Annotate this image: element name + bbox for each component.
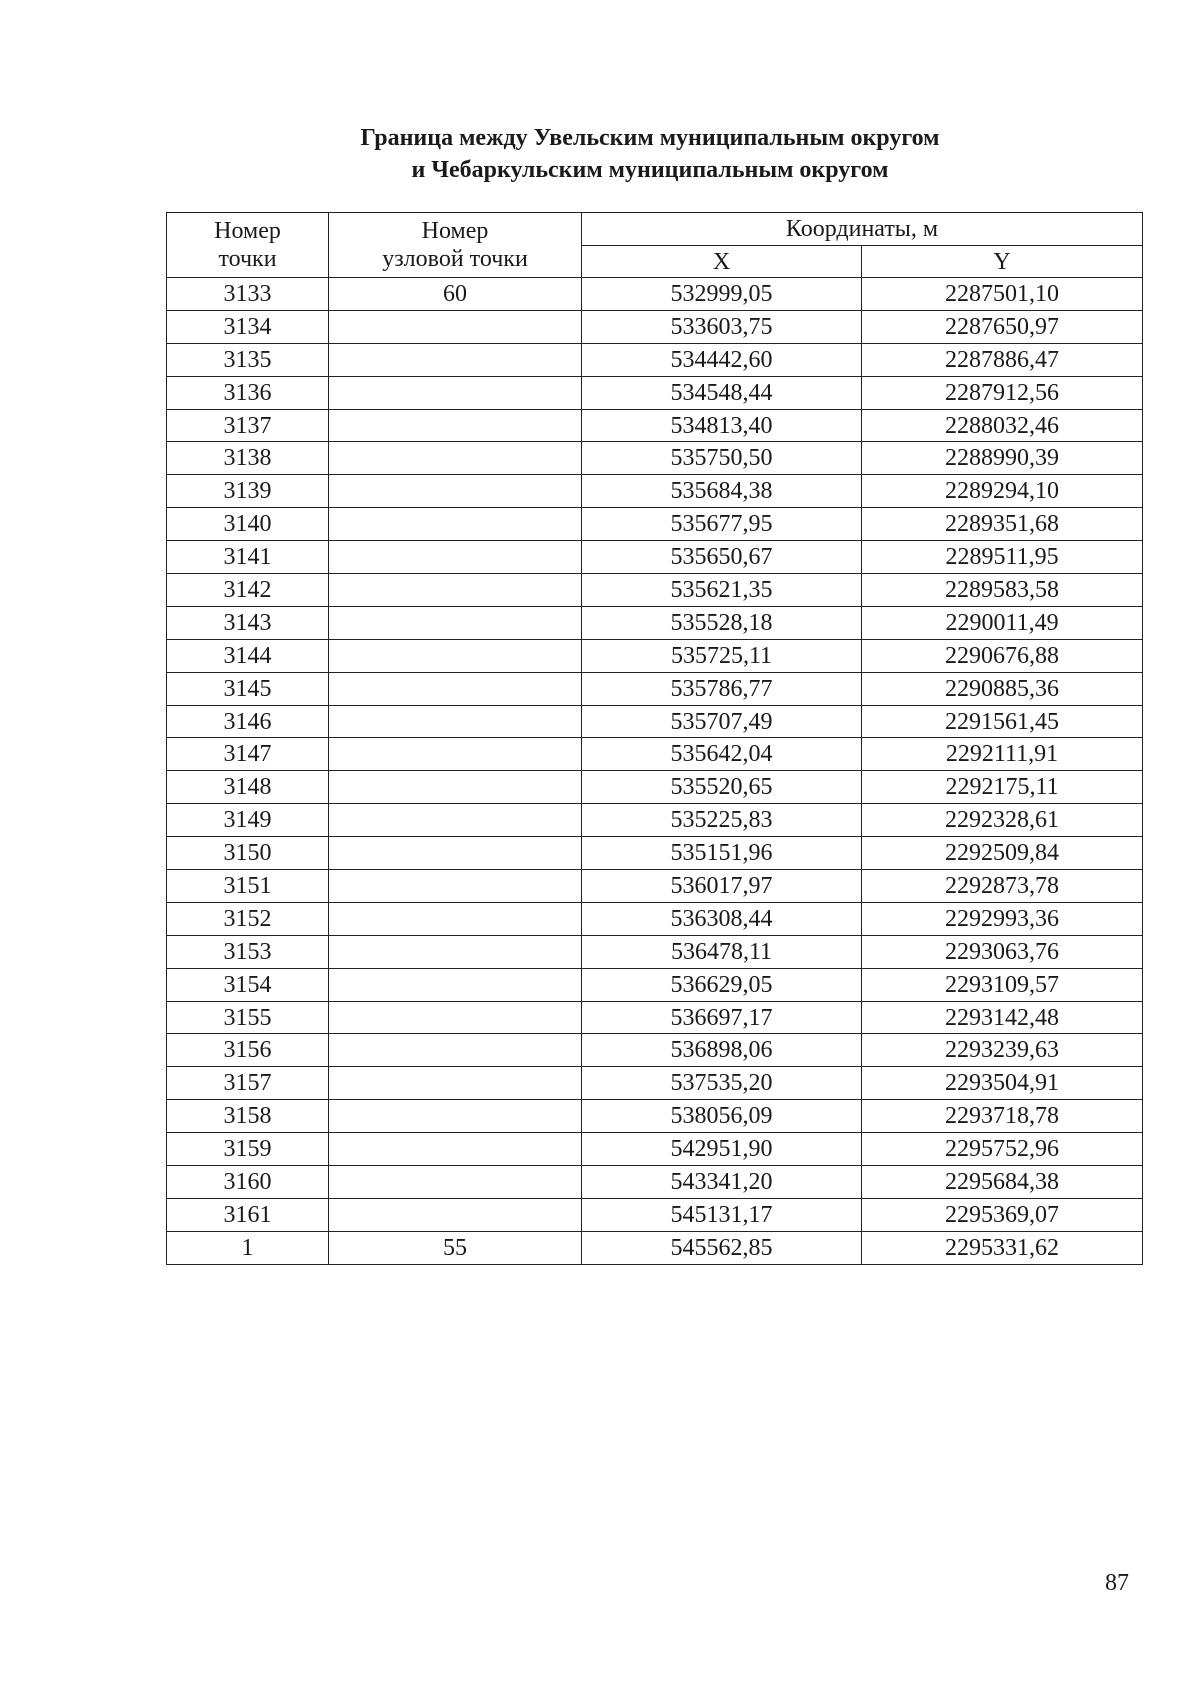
table-row xyxy=(167,705,1143,738)
point-number-cell: 3160 xyxy=(167,1166,329,1199)
node-number-cell xyxy=(329,771,582,804)
table-row xyxy=(167,902,1143,935)
node-number-cell xyxy=(329,541,582,574)
node-number-cell xyxy=(329,870,582,903)
node-number-cell xyxy=(329,310,582,343)
y-coordinate-cell: 2292175,11 xyxy=(862,771,1143,804)
point-number-cell: 3150 xyxy=(167,837,329,870)
table-row xyxy=(167,639,1143,672)
node-number-cell xyxy=(329,935,582,968)
x-coordinate-cell: 535725,11 xyxy=(582,639,862,672)
point-number-cell: 3147 xyxy=(167,738,329,771)
title-line-2: и Чебаркульским муниципальным округом xyxy=(411,157,889,183)
point-number-cell: 3156 xyxy=(167,1034,329,1067)
y-coordinate-cell: 2293239,63 xyxy=(862,1034,1143,1067)
table-row xyxy=(167,475,1143,508)
table-header xyxy=(167,213,1143,278)
y-coordinate-cell: 2295331,62 xyxy=(862,1231,1143,1264)
y-coordinate-cell: 2289294,10 xyxy=(862,475,1143,508)
y-coordinate-cell: 2293109,57 xyxy=(862,968,1143,1001)
node-number-cell xyxy=(329,409,582,442)
node-number-cell xyxy=(329,574,582,607)
x-coordinate-cell: 536017,97 xyxy=(582,870,862,903)
y-coordinate-cell: 2290011,49 xyxy=(862,606,1143,639)
y-coordinate-cell: 2293718,78 xyxy=(862,1100,1143,1133)
table-row xyxy=(167,1198,1143,1231)
table-row xyxy=(167,541,1143,574)
x-coordinate-cell: 545131,17 xyxy=(582,1198,862,1231)
point-number-cell: 3133 xyxy=(167,278,329,311)
x-coordinate-cell: 543341,20 xyxy=(582,1166,862,1199)
node-number-cell xyxy=(329,639,582,672)
node-number-cell xyxy=(329,705,582,738)
x-coordinate-cell: 535225,83 xyxy=(582,804,862,837)
table-row xyxy=(167,376,1143,409)
table-row xyxy=(167,1166,1143,1199)
point-number-cell: 3152 xyxy=(167,902,329,935)
document-title xyxy=(160,122,1140,186)
header-y: Y xyxy=(862,246,1143,278)
point-number-cell: 3154 xyxy=(167,968,329,1001)
table-row xyxy=(167,442,1143,475)
y-coordinate-cell: 2295369,07 xyxy=(862,1198,1143,1231)
point-number-cell: 3141 xyxy=(167,541,329,574)
x-coordinate-cell: 535707,49 xyxy=(582,705,862,738)
table-row xyxy=(167,343,1143,376)
table-row xyxy=(167,1001,1143,1034)
table-row xyxy=(167,574,1143,607)
point-number-cell: 3157 xyxy=(167,1067,329,1100)
y-coordinate-cell: 2287912,56 xyxy=(862,376,1143,409)
header-node-number-line2: узловой точки xyxy=(382,246,528,272)
y-coordinate-cell: 2287501,10 xyxy=(862,278,1143,311)
table-row xyxy=(167,1231,1143,1264)
y-coordinate-cell: 2293142,48 xyxy=(862,1001,1143,1034)
x-coordinate-cell: 532999,05 xyxy=(582,278,862,311)
point-number-cell: 3158 xyxy=(167,1100,329,1133)
table-row xyxy=(167,1100,1143,1133)
x-coordinate-cell: 545562,85 xyxy=(582,1231,862,1264)
node-number-cell xyxy=(329,1067,582,1100)
y-coordinate-cell: 2292873,78 xyxy=(862,870,1143,903)
point-number-cell: 3136 xyxy=(167,376,329,409)
table-row xyxy=(167,278,1143,311)
x-coordinate-cell: 535677,95 xyxy=(582,508,862,541)
x-coordinate-cell: 536478,11 xyxy=(582,935,862,968)
point-number-cell: 3153 xyxy=(167,935,329,968)
point-number-cell: 3155 xyxy=(167,1001,329,1034)
x-coordinate-cell: 535151,96 xyxy=(582,837,862,870)
x-coordinate-cell: 537535,20 xyxy=(582,1067,862,1100)
table-row xyxy=(167,804,1143,837)
node-number-cell xyxy=(329,672,582,705)
point-number-cell: 3145 xyxy=(167,672,329,705)
point-number-cell: 3151 xyxy=(167,870,329,903)
coordinates-table xyxy=(166,212,1143,1265)
x-coordinate-cell: 535684,38 xyxy=(582,475,862,508)
node-number-cell xyxy=(329,804,582,837)
table-row xyxy=(167,310,1143,343)
y-coordinate-cell: 2292111,91 xyxy=(862,738,1143,771)
x-coordinate-cell: 535650,67 xyxy=(582,541,862,574)
node-number-cell xyxy=(329,606,582,639)
node-number-cell xyxy=(329,1166,582,1199)
node-number-cell xyxy=(329,1001,582,1034)
y-coordinate-cell: 2292993,36 xyxy=(862,902,1143,935)
node-number-cell xyxy=(329,442,582,475)
point-number-cell: 3149 xyxy=(167,804,329,837)
node-number-cell xyxy=(329,343,582,376)
x-coordinate-cell: 542951,90 xyxy=(582,1133,862,1166)
x-coordinate-cell: 534813,40 xyxy=(582,409,862,442)
x-coordinate-cell: 536697,17 xyxy=(582,1001,862,1034)
table-row xyxy=(167,1133,1143,1166)
table-row xyxy=(167,935,1143,968)
y-coordinate-cell: 2293063,76 xyxy=(862,935,1143,968)
table-row xyxy=(167,1067,1143,1100)
node-number-cell xyxy=(329,508,582,541)
y-coordinate-cell: 2287650,97 xyxy=(862,310,1143,343)
y-coordinate-cell: 2292509,84 xyxy=(862,837,1143,870)
point-number-cell: 1 xyxy=(167,1231,329,1264)
node-number-cell: 60 xyxy=(329,278,582,311)
x-coordinate-cell: 538056,09 xyxy=(582,1100,862,1133)
point-number-cell: 3140 xyxy=(167,508,329,541)
x-coordinate-cell: 535750,50 xyxy=(582,442,862,475)
x-coordinate-cell: 534442,60 xyxy=(582,343,862,376)
header-node-number xyxy=(329,213,582,278)
y-coordinate-cell: 2288032,46 xyxy=(862,409,1143,442)
table-body xyxy=(167,278,1143,1265)
point-number-cell: 3161 xyxy=(167,1198,329,1231)
x-coordinate-cell: 535528,18 xyxy=(582,606,862,639)
table-row xyxy=(167,870,1143,903)
y-coordinate-cell: 2295752,96 xyxy=(862,1133,1143,1166)
y-coordinate-cell: 2295684,38 xyxy=(862,1166,1143,1199)
x-coordinate-cell: 534548,44 xyxy=(582,376,862,409)
header-x: X xyxy=(582,246,862,278)
x-coordinate-cell: 536308,44 xyxy=(582,902,862,935)
point-number-cell: 3144 xyxy=(167,639,329,672)
node-number-cell xyxy=(329,1198,582,1231)
table-row xyxy=(167,968,1143,1001)
x-coordinate-cell: 535642,04 xyxy=(582,738,862,771)
node-number-cell xyxy=(329,1133,582,1166)
x-coordinate-cell: 536629,05 xyxy=(582,968,862,1001)
node-number-cell xyxy=(329,968,582,1001)
table-row xyxy=(167,837,1143,870)
x-coordinate-cell: 533603,75 xyxy=(582,310,862,343)
table-row xyxy=(167,409,1143,442)
y-coordinate-cell: 2289511,95 xyxy=(862,541,1143,574)
y-coordinate-cell: 2293504,91 xyxy=(862,1067,1143,1100)
node-number-cell xyxy=(329,902,582,935)
page-number: 87 xyxy=(1105,1570,1129,1596)
node-number-cell xyxy=(329,475,582,508)
y-coordinate-cell: 2291561,45 xyxy=(862,705,1143,738)
y-coordinate-cell: 2287886,47 xyxy=(862,343,1143,376)
point-number-cell: 3139 xyxy=(167,475,329,508)
header-point-number xyxy=(167,213,329,278)
table-row xyxy=(167,672,1143,705)
header-node-number-line1: Номер xyxy=(421,218,489,244)
table-row xyxy=(167,508,1143,541)
y-coordinate-cell: 2292328,61 xyxy=(862,804,1143,837)
node-number-cell xyxy=(329,376,582,409)
table-row xyxy=(167,1034,1143,1067)
node-number-cell xyxy=(329,837,582,870)
point-number-cell: 3143 xyxy=(167,606,329,639)
y-coordinate-cell: 2288990,39 xyxy=(862,442,1143,475)
y-coordinate-cell: 2290885,36 xyxy=(862,672,1143,705)
y-coordinate-cell: 2289351,68 xyxy=(862,508,1143,541)
header-coordinates: Координаты, м xyxy=(582,213,1143,246)
table-row xyxy=(167,771,1143,804)
x-coordinate-cell: 535520,65 xyxy=(582,771,862,804)
node-number-cell xyxy=(329,1100,582,1133)
point-number-cell: 3135 xyxy=(167,343,329,376)
header-point-number-line2: точки xyxy=(218,246,277,272)
point-number-cell: 3134 xyxy=(167,310,329,343)
point-number-cell: 3148 xyxy=(167,771,329,804)
x-coordinate-cell: 535786,77 xyxy=(582,672,862,705)
table-row xyxy=(167,738,1143,771)
y-coordinate-cell: 2289583,58 xyxy=(862,574,1143,607)
point-number-cell: 3138 xyxy=(167,442,329,475)
node-number-cell: 55 xyxy=(329,1231,582,1264)
x-coordinate-cell: 535621,35 xyxy=(582,574,862,607)
point-number-cell: 3146 xyxy=(167,705,329,738)
node-number-cell xyxy=(329,1034,582,1067)
point-number-cell: 3142 xyxy=(167,574,329,607)
point-number-cell: 3137 xyxy=(167,409,329,442)
title-line-1: Граница между Увельским муниципальным округом xyxy=(360,125,940,151)
y-coordinate-cell: 2290676,88 xyxy=(862,639,1143,672)
header-point-number-line1: Номер xyxy=(214,218,281,244)
table-row xyxy=(167,606,1143,639)
node-number-cell xyxy=(329,738,582,771)
x-coordinate-cell: 536898,06 xyxy=(582,1034,862,1067)
point-number-cell: 3159 xyxy=(167,1133,329,1166)
